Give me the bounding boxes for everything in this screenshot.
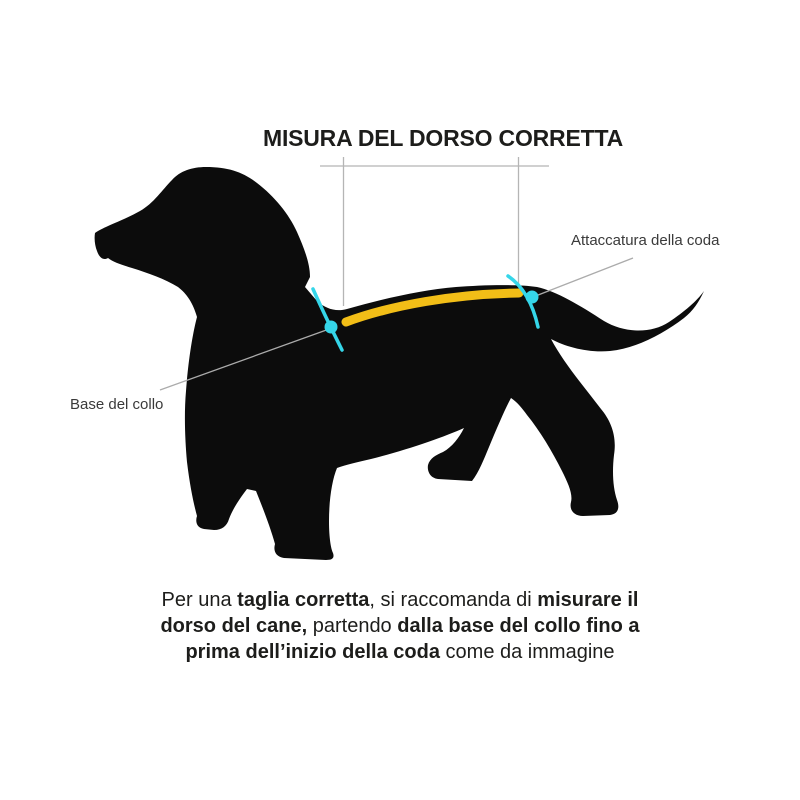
dog-silhouette [95, 167, 704, 560]
description-line: Per una taglia corretta, si raccomanda di misurare il [161, 589, 639, 611]
description-line: dorso del cane, partendo dalla base del collo fino a [160, 615, 640, 637]
diagram-title: MISURA DEL DORSO CORRETTA [262, 125, 624, 151]
tail-leader-line [533, 258, 633, 297]
tail-label: Attaccatura della coda [571, 232, 720, 249]
description-text [0, 587, 800, 665]
neck-marker-dot [325, 321, 338, 334]
description-line: prima dell’inizio della coda come da immagine [185, 641, 615, 663]
neck-label: Base del collo [70, 396, 164, 413]
tail-marker-dot [526, 291, 539, 304]
